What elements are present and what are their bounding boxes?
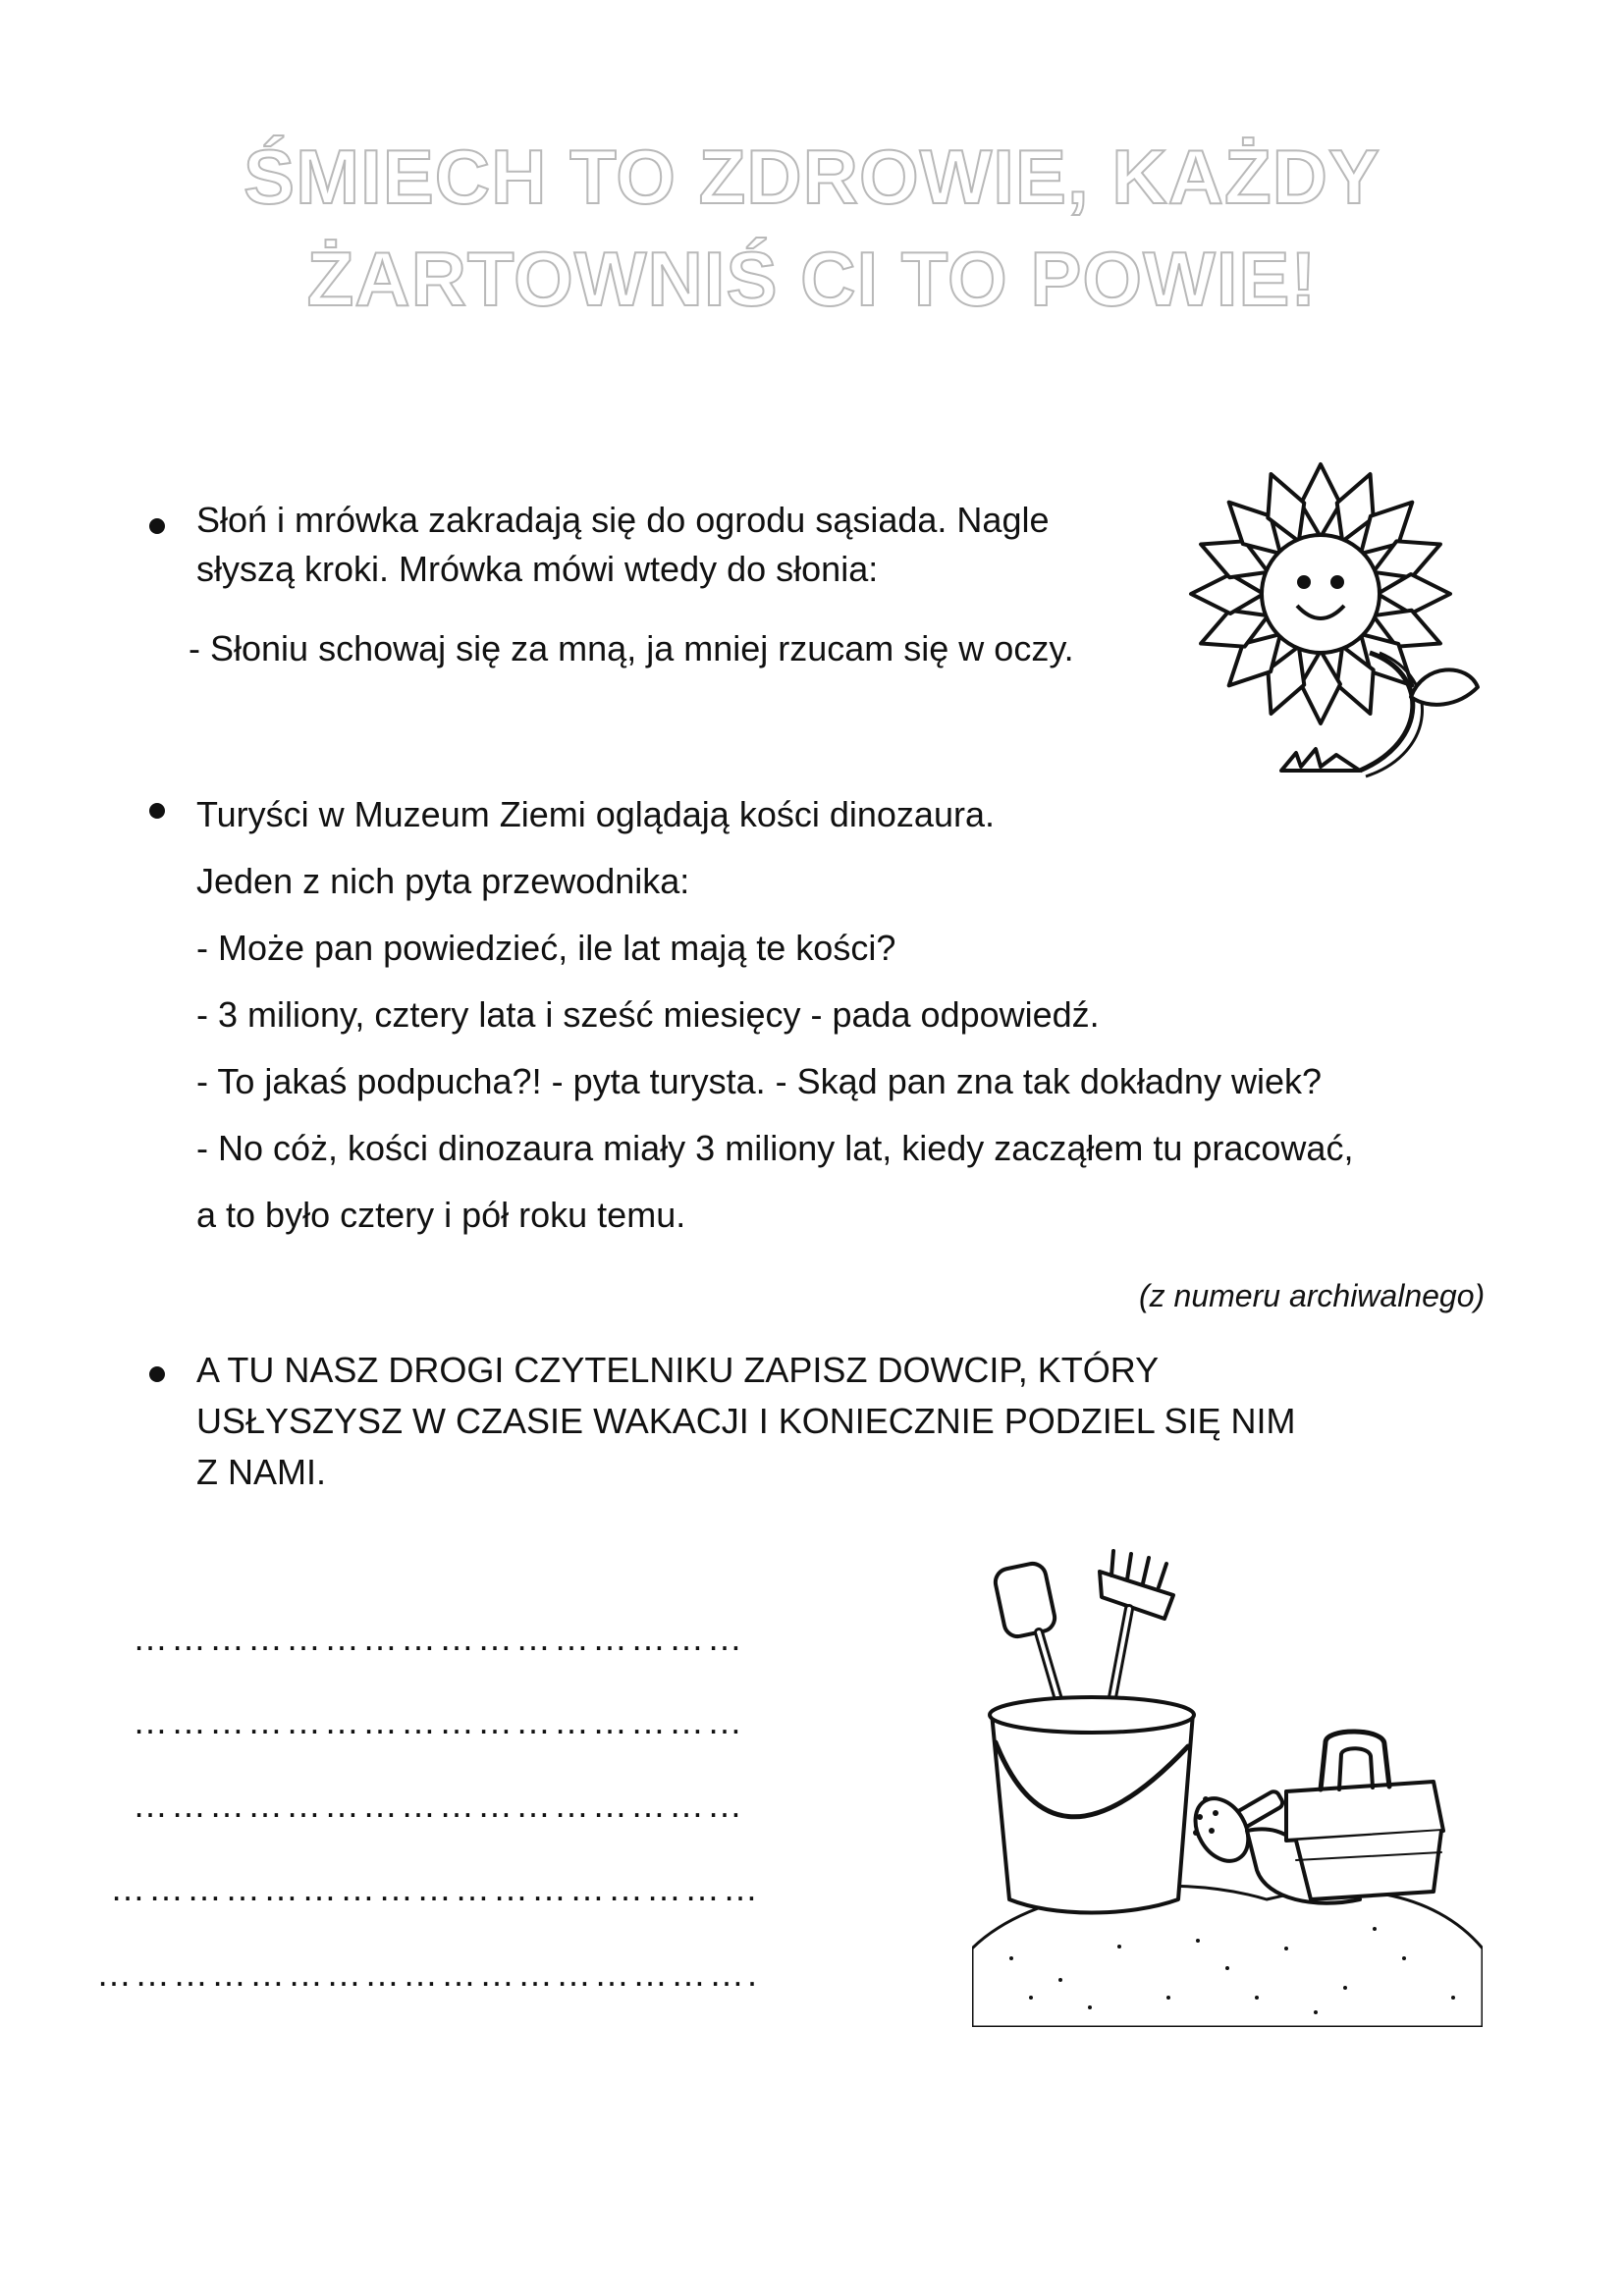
joke-2-line-5: - To jakaś podpucha?! - pyta turysta. - Skąd pan zna tak dokładny wiek? <box>196 1061 1322 1101</box>
answer-line-2[interactable]: ………………………………………… <box>133 1701 745 1741</box>
joke-1-line-1: Słoń i mrówka zakradają się do ogrodu sąsiada. Nagle <box>196 500 1050 540</box>
answer-line-3[interactable]: ………………………………………… <box>133 1785 745 1825</box>
joke-2-line-7: a to było cztery i pół roku temu. <box>196 1195 686 1235</box>
joke-1-line-2: słyszą kroki. Mrówka mówi wtedy do słonia: <box>196 549 879 589</box>
joke-2-line-3: - Może pan powiedzieć, ile lat mają te kości? <box>196 928 896 968</box>
joke-2-text <box>196 781 1353 1249</box>
title-line-2: ŻARTOWNIŚ CI TO POWIE! <box>306 236 1318 322</box>
prompt-line-1: A TU NASZ DROGI CZYTELNIKU ZAPISZ DOWCIP, KTÓRY <box>196 1350 1160 1390</box>
bullet-joke-1 <box>149 518 165 534</box>
page-title <box>0 126 1624 330</box>
prompt-line-3: Z NAMI. <box>196 1452 326 1492</box>
joke-1-text <box>196 496 1049 594</box>
joke-2-line-1: Turyści w Muzeum Ziemi oglądają kości dinozaura. <box>196 794 995 834</box>
title-line-1: ŚMIECH TO ZDROWIE, KAŻDY <box>244 133 1380 220</box>
answer-line-1[interactable]: ………………………………………… <box>133 1618 745 1658</box>
source-note: (z numeru archiwalnego) <box>1139 1278 1486 1313</box>
joke-2-line-4: - 3 miliony, cztery lata i sześć miesięcy - pada odpowiedź. <box>196 994 1100 1035</box>
joke-2-line-6: - No cóż, kości dinozaura miały 3 miliony lat, kiedy zacząłem tu pracować, <box>196 1128 1354 1168</box>
prompt-line-2: USŁYSZYSZ W CZASIE WAKACJI I KONIECZNIE PODZIEL SIĘ NIM <box>196 1401 1296 1441</box>
joke-2-line-2: Jeden z nich pyta przewodnika: <box>196 861 690 901</box>
bullet-prompt <box>149 1366 165 1382</box>
sunflower-icon <box>1183 447 1497 790</box>
answer-line-5[interactable]: ……………………………………………. <box>96 1953 761 1994</box>
prompt-text <box>196 1345 1296 1498</box>
beach-toys-icon <box>972 1536 1483 2027</box>
answer-line-4[interactable]: …………………………………………… <box>110 1868 761 1908</box>
bullet-joke-2 <box>149 803 165 819</box>
joke-1-punchline: - Słoniu schowaj się za mną, ja mniej rzucam się w oczy. <box>189 628 1074 668</box>
